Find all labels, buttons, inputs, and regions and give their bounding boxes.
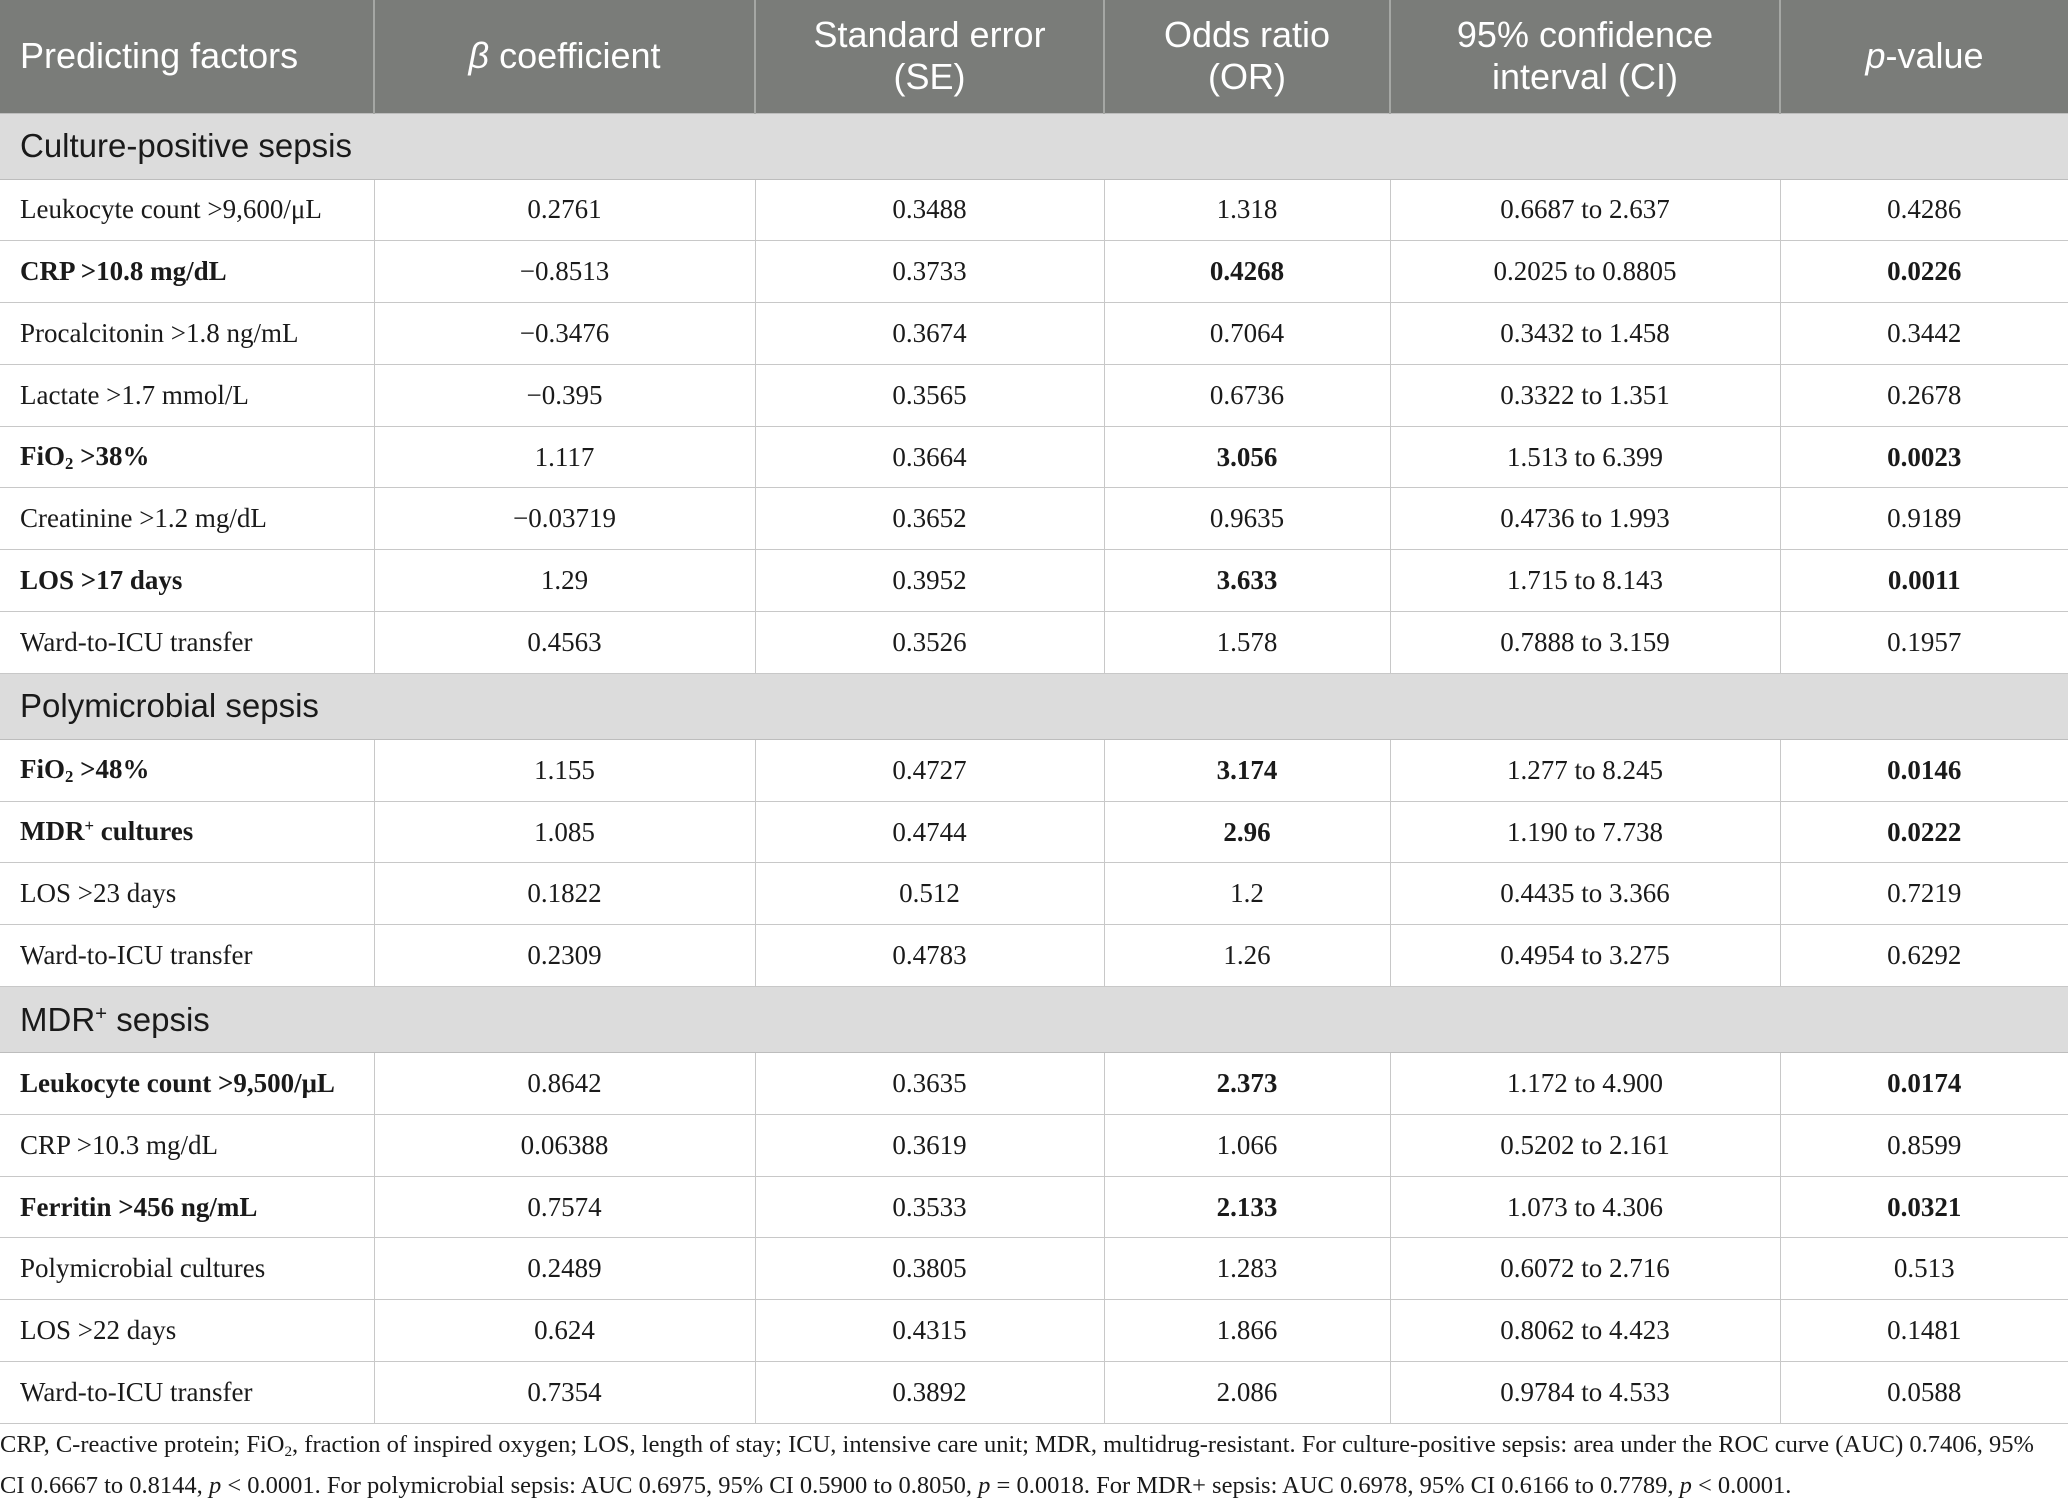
footnote-p-symbol: p bbox=[1679, 1471, 1692, 1499]
factor-cell: Ward-to-ICU transfer bbox=[0, 1362, 374, 1424]
se-cell: 0.4315 bbox=[755, 1300, 1104, 1362]
beta-cell: 1.117 bbox=[374, 426, 755, 488]
ci-line1: 95% confidence bbox=[1456, 14, 1714, 56]
ci-line2: interval (CI) bbox=[1491, 56, 1679, 98]
p-cell: 0.0146 bbox=[1780, 739, 2068, 801]
or-cell: 2.086 bbox=[1104, 1362, 1390, 1424]
footnote-subscript: 2 bbox=[284, 1442, 293, 1460]
factor-cell: Ward-to-ICU transfer bbox=[0, 925, 374, 987]
factor-text: MDR bbox=[20, 816, 85, 847]
footnote-text: = 0.0018. For MDR+ sepsis: AUC 0.6978, 95% CI 0.6166 to 0.7789, bbox=[990, 1471, 1680, 1499]
beta-cell: −0.395 bbox=[374, 364, 755, 426]
beta-cell: 1.155 bbox=[374, 739, 755, 801]
beta-cell: −0.03719 bbox=[374, 488, 755, 550]
beta-cell: 0.2761 bbox=[374, 179, 755, 241]
footnote-text: , fraction of inspired oxygen; LOS, length of stay; ICU, intensive care unit; MDR, multidrug-resistant. For culture-positive sepsis: area under the ROC curve (AUC) 0.7406, 95% CI 0.6667 to 0.8144, bbox=[0, 1431, 2034, 1499]
factor-cell: Ward-to-ICU transfer bbox=[0, 612, 374, 674]
ci-cell: 1.073 to 4.306 bbox=[1390, 1176, 1780, 1238]
ci-cell: 0.3322 to 1.351 bbox=[1390, 364, 1780, 426]
ci-cell: 0.6687 to 2.637 bbox=[1390, 179, 1780, 241]
table-row bbox=[0, 612, 2068, 674]
ci-cell: 0.6072 to 2.716 bbox=[1390, 1238, 1780, 1300]
p-cell: 0.0321 bbox=[1780, 1176, 2068, 1238]
se-cell: 0.4783 bbox=[755, 925, 1104, 987]
ci-cell: 0.4954 to 3.275 bbox=[1390, 925, 1780, 987]
se-cell: 0.4744 bbox=[755, 801, 1104, 863]
factor-text: FiO bbox=[20, 753, 65, 784]
factor-subscript: 2 bbox=[65, 453, 74, 473]
p-cell: 0.513 bbox=[1780, 1238, 2068, 1300]
beta-cell: 0.624 bbox=[374, 1300, 755, 1362]
factor-cell: CRP >10.3 mg/dL bbox=[0, 1114, 374, 1176]
table-row bbox=[0, 1053, 2068, 1115]
factor-cell: LOS >17 days bbox=[0, 550, 374, 612]
section-polymicrobial bbox=[0, 673, 2068, 739]
or-cell: 2.96 bbox=[1104, 801, 1390, 863]
header-row bbox=[0, 0, 2068, 113]
or-cell: 3.174 bbox=[1104, 739, 1390, 801]
factor-cell: Ferritin >456 ng/mL bbox=[0, 1176, 374, 1238]
p-cell: 0.3442 bbox=[1780, 303, 2068, 365]
ci-cell: 1.715 to 8.143 bbox=[1390, 550, 1780, 612]
se-cell: 0.3892 bbox=[755, 1362, 1104, 1424]
ci-cell: 0.8062 to 4.423 bbox=[1390, 1300, 1780, 1362]
ci-cell: 1.190 to 7.738 bbox=[1390, 801, 1780, 863]
p-cell: 0.0023 bbox=[1780, 426, 2068, 488]
or-cell: 2.133 bbox=[1104, 1176, 1390, 1238]
or-cell: 0.4268 bbox=[1104, 241, 1390, 303]
ci-cell: 1.513 to 6.399 bbox=[1390, 426, 1780, 488]
p-cell: 0.4286 bbox=[1780, 179, 2068, 241]
section-title: Culture-positive sepsis bbox=[0, 113, 2068, 179]
ci-cell: 0.7888 to 3.159 bbox=[1390, 612, 1780, 674]
se-cell: 0.3733 bbox=[755, 241, 1104, 303]
se-line1: Standard error bbox=[813, 14, 1046, 56]
table-row bbox=[0, 1176, 2068, 1238]
se-line2: (SE) bbox=[893, 56, 966, 98]
table-row bbox=[0, 364, 2068, 426]
or-cell: 1.318 bbox=[1104, 179, 1390, 241]
se-cell: 0.3952 bbox=[755, 550, 1104, 612]
se-cell: 0.3674 bbox=[755, 303, 1104, 365]
table-row bbox=[0, 739, 2068, 801]
se-cell: 0.3526 bbox=[755, 612, 1104, 674]
or-cell: 1.2 bbox=[1104, 863, 1390, 925]
p-label: -value bbox=[1885, 35, 1984, 77]
beta-cell: 0.1822 bbox=[374, 863, 755, 925]
or-cell: 0.6736 bbox=[1104, 364, 1390, 426]
header-confidence-interval bbox=[1390, 0, 1780, 113]
p-cell: 0.0226 bbox=[1780, 241, 2068, 303]
factor-cell: Procalcitonin >1.8 ng/mL bbox=[0, 303, 374, 365]
factor-text: >38% bbox=[73, 440, 150, 471]
ci-cell: 1.277 to 8.245 bbox=[1390, 739, 1780, 801]
beta-cell: 0.8642 bbox=[374, 1053, 755, 1115]
beta-cell: 0.2489 bbox=[374, 1238, 755, 1300]
factor-cell: LOS >23 days bbox=[0, 863, 374, 925]
p-cell: 0.7219 bbox=[1780, 863, 2068, 925]
ci-cell: 0.3432 to 1.458 bbox=[1390, 303, 1780, 365]
section-title-superscript: + bbox=[95, 1001, 108, 1025]
p-cell: 0.0588 bbox=[1780, 1362, 2068, 1424]
table-row bbox=[0, 303, 2068, 365]
beta-cell: 0.7574 bbox=[374, 1176, 755, 1238]
header-predicting-factors: Predicting factors bbox=[0, 0, 374, 113]
section-title-text: sepsis bbox=[107, 1000, 210, 1038]
factor-cell bbox=[0, 739, 374, 801]
section-mdr bbox=[0, 987, 2068, 1053]
table-footnote bbox=[0, 1428, 2040, 1503]
ci-cell: 0.9784 to 4.533 bbox=[1390, 1362, 1780, 1424]
factor-subscript: 2 bbox=[65, 766, 74, 786]
section-title: Polymicrobial sepsis bbox=[0, 673, 2068, 739]
table-row bbox=[0, 801, 2068, 863]
ci-cell: 0.4435 to 3.366 bbox=[1390, 863, 1780, 925]
beta-symbol: β bbox=[468, 35, 490, 77]
or-cell: 2.373 bbox=[1104, 1053, 1390, 1115]
footnote-text: CRP, C-reactive protein; FiO bbox=[0, 1431, 285, 1458]
table-row bbox=[0, 925, 2068, 987]
table-row bbox=[0, 241, 2068, 303]
header-p-value bbox=[1780, 0, 2068, 113]
table-row bbox=[0, 863, 2068, 925]
se-cell: 0.3533 bbox=[755, 1176, 1104, 1238]
beta-cell: 0.4563 bbox=[374, 612, 755, 674]
table-row bbox=[0, 1238, 2068, 1300]
ci-cell: 0.5202 to 2.161 bbox=[1390, 1114, 1780, 1176]
table-row bbox=[0, 550, 2068, 612]
footnote-text: < 0.0001. For polymicrobial sepsis: AUC 0.6975, 95% CI 0.5900 to 0.8050, bbox=[221, 1471, 979, 1499]
beta-cell: −0.8513 bbox=[374, 241, 755, 303]
se-cell: 0.3565 bbox=[755, 364, 1104, 426]
factor-cell: Leukocyte count >9,500/μL bbox=[0, 1053, 374, 1115]
or-cell: 3.056 bbox=[1104, 426, 1390, 488]
se-cell: 0.3664 bbox=[755, 426, 1104, 488]
factor-text: >48% bbox=[73, 753, 150, 784]
or-cell: 1.26 bbox=[1104, 925, 1390, 987]
factor-superscript: + bbox=[84, 816, 95, 836]
p-cell: 0.0011 bbox=[1780, 550, 2068, 612]
factor-cell bbox=[0, 426, 374, 488]
se-cell: 0.3652 bbox=[755, 488, 1104, 550]
or-cell: 1.578 bbox=[1104, 612, 1390, 674]
footnote-text: < 0.0001. bbox=[1691, 1471, 1792, 1499]
factor-cell: Creatinine >1.2 mg/dL bbox=[0, 488, 374, 550]
factor-cell: Polymicrobial cultures bbox=[0, 1238, 374, 1300]
section-title bbox=[0, 987, 2068, 1053]
or-cell: 0.9635 bbox=[1104, 488, 1390, 550]
beta-cell: 1.29 bbox=[374, 550, 755, 612]
beta-cell: 0.06388 bbox=[374, 1114, 755, 1176]
header-odds-ratio bbox=[1104, 0, 1390, 113]
table-row bbox=[0, 1362, 2068, 1424]
section-title-text: MDR bbox=[20, 1000, 96, 1038]
table-row bbox=[0, 179, 2068, 241]
p-cell: 0.9189 bbox=[1780, 488, 2068, 550]
factor-cell: Leukocyte count >9,600/μL bbox=[0, 179, 374, 241]
ci-cell: 0.2025 to 0.8805 bbox=[1390, 241, 1780, 303]
p-cell: 0.1481 bbox=[1780, 1300, 2068, 1362]
table-row bbox=[0, 426, 2068, 488]
table-row bbox=[0, 1300, 2068, 1362]
p-cell: 0.0174 bbox=[1780, 1053, 2068, 1115]
table-row bbox=[0, 1114, 2068, 1176]
p-cell: 0.0222 bbox=[1780, 801, 2068, 863]
or-cell: 0.7064 bbox=[1104, 303, 1390, 365]
beta-cell: 0.2309 bbox=[374, 925, 755, 987]
factor-cell bbox=[0, 801, 374, 863]
or-cell: 1.866 bbox=[1104, 1300, 1390, 1362]
p-symbol: p bbox=[1865, 35, 1886, 77]
p-cell: 0.6292 bbox=[1780, 925, 2068, 987]
se-cell: 0.3805 bbox=[755, 1238, 1104, 1300]
header-beta-coefficient bbox=[374, 0, 755, 113]
se-cell: 0.3619 bbox=[755, 1114, 1104, 1176]
ci-cell: 0.4736 to 1.993 bbox=[1390, 488, 1780, 550]
factor-text: FiO bbox=[20, 440, 65, 471]
beta-cell: −0.3476 bbox=[374, 303, 755, 365]
header-standard-error bbox=[755, 0, 1104, 113]
or-cell: 1.283 bbox=[1104, 1238, 1390, 1300]
or-line2: (OR) bbox=[1208, 56, 1286, 98]
se-cell: 0.512 bbox=[755, 863, 1104, 925]
se-cell: 0.3635 bbox=[755, 1053, 1104, 1115]
beta-cell: 0.7354 bbox=[374, 1362, 755, 1424]
factor-cell: CRP >10.8 mg/dL bbox=[0, 241, 374, 303]
or-line1: Odds ratio bbox=[1163, 14, 1331, 56]
beta-cell: 1.085 bbox=[374, 801, 755, 863]
p-cell: 0.2678 bbox=[1780, 364, 2068, 426]
ci-cell: 1.172 to 4.900 bbox=[1390, 1053, 1780, 1115]
section-culture-positive bbox=[0, 113, 2068, 179]
p-cell: 0.1957 bbox=[1780, 612, 2068, 674]
footnote-p-symbol: p bbox=[208, 1471, 222, 1499]
se-cell: 0.4727 bbox=[755, 739, 1104, 801]
se-cell: 0.3488 bbox=[755, 179, 1104, 241]
or-cell: 1.066 bbox=[1104, 1114, 1390, 1176]
factor-cell: Lactate >1.7 mmol/L bbox=[0, 364, 374, 426]
beta-label: coefficient bbox=[489, 35, 661, 77]
or-cell: 3.633 bbox=[1104, 550, 1390, 612]
factor-cell: LOS >22 days bbox=[0, 1300, 374, 1362]
footnote-p-symbol: p bbox=[978, 1471, 991, 1499]
table-row bbox=[0, 488, 2068, 550]
p-cell: 0.8599 bbox=[1780, 1114, 2068, 1176]
factor-text: cultures bbox=[94, 816, 194, 847]
